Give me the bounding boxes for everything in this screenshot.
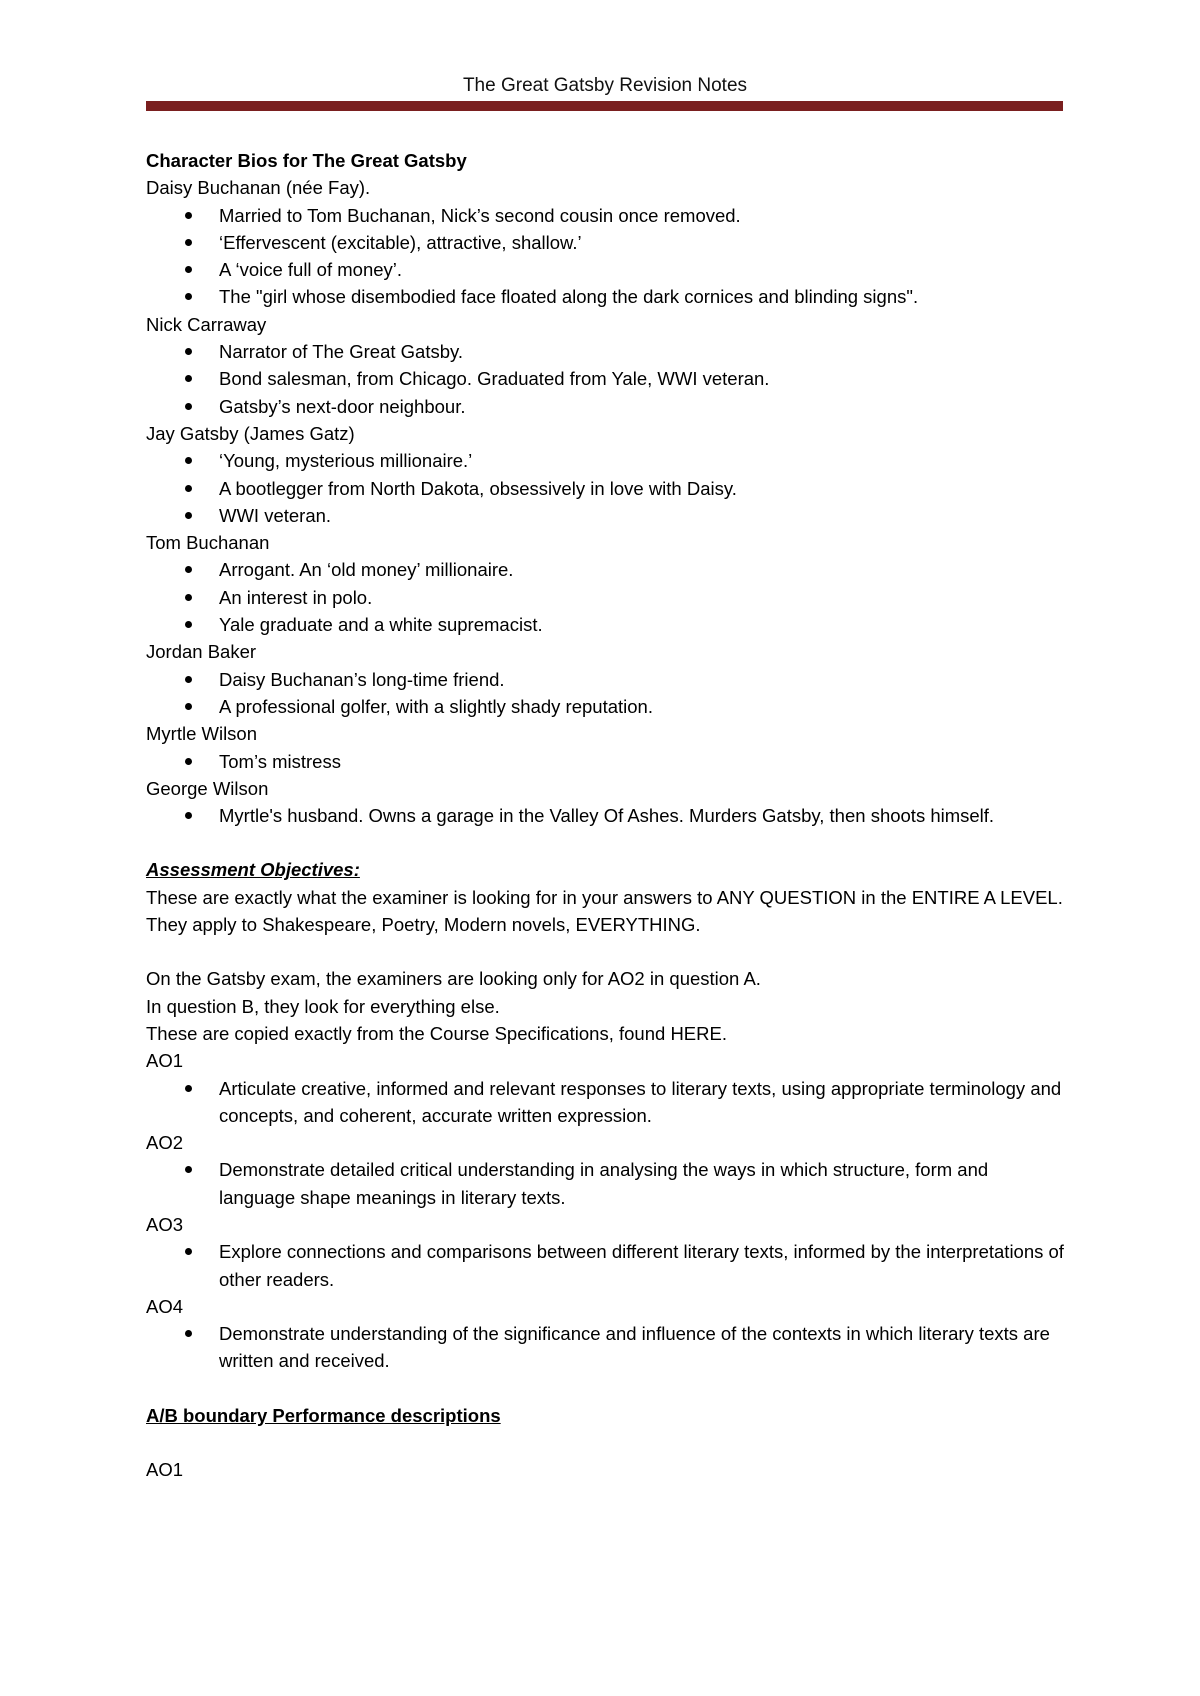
list-item: Myrtle's husband. Owns a garage in the Valley Of Ashes. Murders Gatsby, then shoots himself. [146,802,1066,829]
list-item: Married to Tom Buchanan, Nick’s second cousin once removed. [146,202,1066,229]
bullet-list [146,802,1066,829]
bullet-icon [185,703,192,710]
list-item: Gatsby’s next-door neighbour. [146,393,1066,420]
bullet-icon [185,512,192,519]
list-item: A ‘voice full of money’. [146,256,1066,283]
bullet-list [146,202,1066,311]
bullet-icon [185,375,192,382]
bullet-icon [185,1248,192,1255]
list-item: Narrator of The Great Gatsby. [146,338,1066,365]
list-item: An interest in polo. [146,584,1066,611]
objective-code: AO3 [146,1213,184,1235]
list-item: ‘Effervescent (excitable), attractive, shallow.’ [146,229,1066,256]
bullet-icon [185,1166,192,1173]
list-item: Daisy Buchanan’s long-time friend. [146,666,1066,693]
objective-code: AO2 [146,1132,184,1154]
character-name: Jay Gatsby (James Gatz) [146,422,355,444]
header-rule [146,101,1063,111]
bullet-icon [185,348,192,355]
bullet-list [146,1075,1066,1130]
list-item: Demonstrate detailed critical understanding in analysing the ways in which structure, form and language shape meanings in literary texts. [146,1156,1066,1211]
bullet-icon [185,758,192,765]
bullet-list [146,1156,1066,1211]
paragraph: In question B, they look for everything else. [146,995,500,1017]
bullet-list [146,1320,1066,1375]
list-item: Demonstrate understanding of the significance and influence of the contexts in which literary texts are written and received. [146,1320,1066,1375]
objective-code: AO1 [146,1459,184,1481]
document-body [146,147,1066,1483]
bullet-icon [185,403,192,410]
bullet-icon [185,566,192,573]
list-item: ‘Young, mysterious millionaire.’ [146,447,1066,474]
objective-code: AO4 [146,1295,184,1317]
bios-heading: Character Bios for The Great Gatsby [146,150,467,171]
boundary-heading: A/B boundary Performance descriptions [146,1404,501,1426]
bullet-list [146,338,1066,420]
bullet-list [146,748,1066,775]
spacer [146,938,1066,965]
bullet-icon [185,812,192,819]
character-name: Myrtle Wilson [146,723,258,745]
paragraph: On the Gatsby exam, the examiners are looking only for AO2 in question A. [146,968,761,990]
list-item: A professional golfer, with a slightly shady reputation. [146,693,1066,720]
list-item: Bond salesman, from Chicago. Graduated from Yale, WWI veteran. [146,365,1066,392]
bullet-icon [185,1085,192,1092]
list-item: WWI veteran. [146,502,1066,529]
character-name: George Wilson [146,777,269,799]
spacer [146,829,1066,856]
spacer [146,1375,1066,1402]
list-item: Tom’s mistress [146,748,1066,775]
bullet-icon [185,1330,192,1337]
assessment-heading: Assessment Objectives: [146,859,360,881]
paragraph: These are copied exactly from the Course Specifications, found HERE. [146,1022,727,1044]
paragraph: These are exactly what the examiner is looking for in your answers to ANY QUESTION in the ENTIRE A LEVEL. [146,886,1063,908]
bullet-list [146,447,1066,529]
character-name: Tom Buchanan [146,532,270,554]
bullet-icon [185,212,192,219]
bullet-icon [185,239,192,246]
list-item: Yale graduate and a white supremacist. [146,611,1066,638]
bullet-list [146,556,1066,638]
bullet-icon [185,676,192,683]
list-item: Articulate creative, informed and relevant responses to literary texts, using appropriate terminology and concepts, and coherent, accurate written expression. [146,1075,1066,1130]
list-item: The "girl whose disembodied face floated along the dark cornices and blinding signs". [146,283,1066,310]
bullet-icon [185,293,192,300]
bullet-list [146,666,1066,721]
list-item: A bootlegger from North Dakota, obsessively in love with Daisy. [146,475,1066,502]
character-name: Daisy Buchanan (née Fay). [146,177,371,199]
list-item: Arrogant. An ‘old money’ millionaire. [146,556,1066,583]
bullet-list [146,1238,1066,1293]
spacer [146,1429,1066,1456]
bullet-icon [185,266,192,273]
bullet-icon [185,457,192,464]
page-header: The Great Gatsby Revision Notes [462,75,748,96]
list-item: Explore connections and comparisons between different literary texts, informed by the interpretations of other readers. [146,1238,1066,1293]
objective-code: AO1 [146,1050,184,1072]
bullet-icon [185,621,192,628]
bullet-icon [185,485,192,492]
paragraph: They apply to Shakespeare, Poetry, Modern novels, EVERYTHING. [146,914,701,936]
character-name: Jordan Baker [146,641,257,663]
bullet-icon [185,594,192,601]
character-name: Nick Carraway [146,313,267,335]
